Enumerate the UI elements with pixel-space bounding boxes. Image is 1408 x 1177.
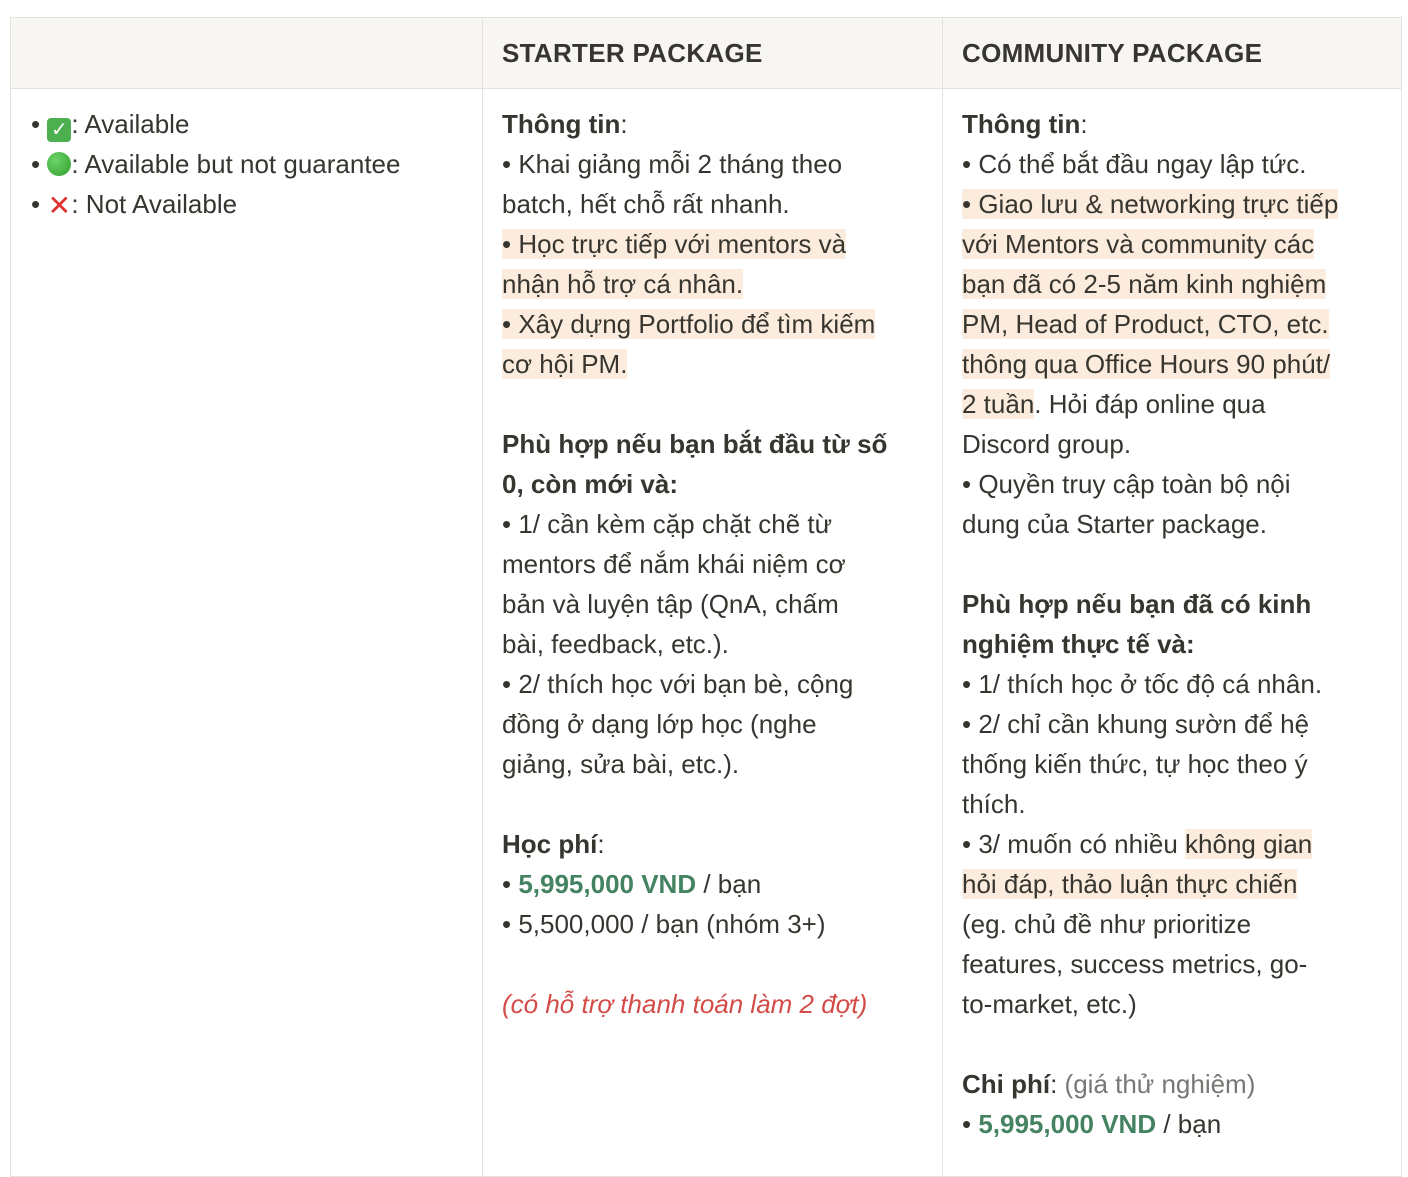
community-fit-line: (eg. chủ đề như prioritize [962, 909, 1252, 939]
starter-fit-line: giảng, sửa bài, etc.). [502, 749, 740, 779]
community-fit-line: to-market, etc.) [962, 989, 1137, 1019]
bullet: • [962, 1109, 979, 1139]
starter-fit-line: bài, feedback, etc.). [502, 629, 729, 659]
legend-item-partial [31, 144, 471, 184]
check-mark-icon: ✓ [47, 118, 71, 142]
green-circle-icon [47, 152, 71, 176]
community-fit-highlight: hỏi đáp, thảo luận thực chiến [962, 869, 1298, 899]
community-info-line: Discord group. [962, 429, 1132, 459]
community-fit-line: thống kiến thức, tự học theo ý [962, 749, 1308, 779]
community-info-highlight: thông qua Office Hours 90 phút/ [962, 349, 1331, 379]
colon: : [620, 109, 628, 139]
legend-cell [31, 88, 471, 1176]
starter-info-highlight: cơ hội PM. [502, 349, 628, 379]
starter-info-highlight: nhận hỗ trợ cá nhân. [502, 269, 744, 299]
community-fit-line: features, success metrics, go- [962, 949, 1308, 979]
cross-mark-icon: ✕ [47, 190, 72, 221]
community-price: 5,995,000 VND [978, 1109, 1157, 1139]
legend-available-label: : Available [71, 109, 190, 139]
community-fit-line: • 1/ thích học ở tốc độ cá nhân. [962, 669, 1323, 699]
starter-info-highlight: • Xây dựng Portfolio để tìm kiếm [502, 309, 876, 339]
header-starter-package: STARTER PACKAGE [502, 38, 763, 68]
colon: : [1050, 1069, 1065, 1099]
community-cost-heading: Chi phí [962, 1069, 1051, 1099]
colon: : [597, 829, 605, 859]
installment-note: (có hỗ trợ thanh toán làm 2 đợt) [502, 989, 868, 1019]
table-header-row [11, 18, 1401, 89]
starter-info-line: batch, hết chỗ rất nhanh. [502, 189, 790, 219]
community-fit-heading: Phù hợp nếu bạn đã có kinh [962, 589, 1312, 619]
starter-fit-line: bản và luyện tập (QnA, chấm [502, 589, 839, 619]
price-unit: / bạn [696, 869, 762, 899]
starter-fit-line: • 1/ cần kèm cặp chặt chẽ từ [502, 509, 833, 539]
community-info-highlight: với Mentors và community các [962, 229, 1315, 259]
starter-fit-line: đồng ở dạng lớp học (nghe [502, 709, 817, 739]
bullet: • [502, 869, 519, 899]
bullet: • [31, 109, 41, 139]
starter-info-heading: Thông tin [502, 109, 621, 139]
bullet: • [31, 149, 41, 179]
starter-fee-heading: Học phí [502, 829, 598, 859]
community-info-line: dung của Starter package. [962, 509, 1267, 539]
community-info-highlight: 2 tuần [962, 389, 1035, 419]
column-divider [942, 18, 943, 1176]
community-info-text: . Hỏi đáp online qua [1034, 389, 1266, 419]
community-fit-heading: nghiệm thực tế và: [962, 629, 1195, 659]
community-info-line: • Có thể bắt đầu ngay lập tức. [962, 149, 1307, 179]
legend-not-available-label: : Not Available [71, 189, 238, 219]
trial-price-note: (giá thử nghiệm) [1064, 1069, 1256, 1099]
community-fit-line: thích. [962, 789, 1026, 819]
legend-item-available [31, 104, 471, 144]
starter-fit-heading: Phù hợp nếu bạn bắt đầu từ số [502, 429, 888, 459]
legend-partial-label: : Available but not guarantee [71, 149, 401, 179]
community-info-highlight: • Giao lưu & networking trực tiếp [962, 189, 1339, 219]
header-community-package: COMMUNITY PACKAGE [962, 38, 1263, 68]
starter-fit-line: mentors để nắm khái niệm cơ [502, 549, 846, 579]
community-info-line: • Quyền truy cập toàn bộ nội [962, 469, 1291, 499]
starter-info-line: • Khai giảng mỗi 2 tháng theo [502, 149, 843, 179]
community-fit-text: • 3/ muốn có nhiều [962, 829, 1186, 859]
legend-item-not-available [31, 184, 471, 224]
community-info-heading: Thông tin [962, 109, 1081, 139]
community-package-cell [962, 88, 1394, 1176]
bullet: • [31, 189, 41, 219]
starter-group-price: • 5,500,000 / bạn (nhóm 3+) [502, 909, 826, 939]
starter-price: 5,995,000 VND [518, 869, 697, 899]
community-info-highlight: bạn đã có 2-5 năm kinh nghiệm [962, 269, 1327, 299]
community-fit-highlight: không gian [1185, 829, 1313, 859]
starter-fit-line: • 2/ thích học với bạn bè, cộng [502, 669, 854, 699]
price-unit: / bạn [1156, 1109, 1222, 1139]
community-fit-line: • 2/ chỉ cần khung sườn để hệ [962, 709, 1310, 739]
colon: : [1080, 109, 1088, 139]
starter-package-cell [502, 88, 932, 1176]
community-info-highlight: PM, Head of Product, CTO, etc. [962, 309, 1329, 339]
starter-info-highlight: • Học trực tiếp với mentors và [502, 229, 847, 259]
package-comparison-table [10, 17, 1402, 1177]
starter-fit-heading: 0, còn mới và: [502, 469, 678, 499]
column-divider [482, 18, 483, 1176]
